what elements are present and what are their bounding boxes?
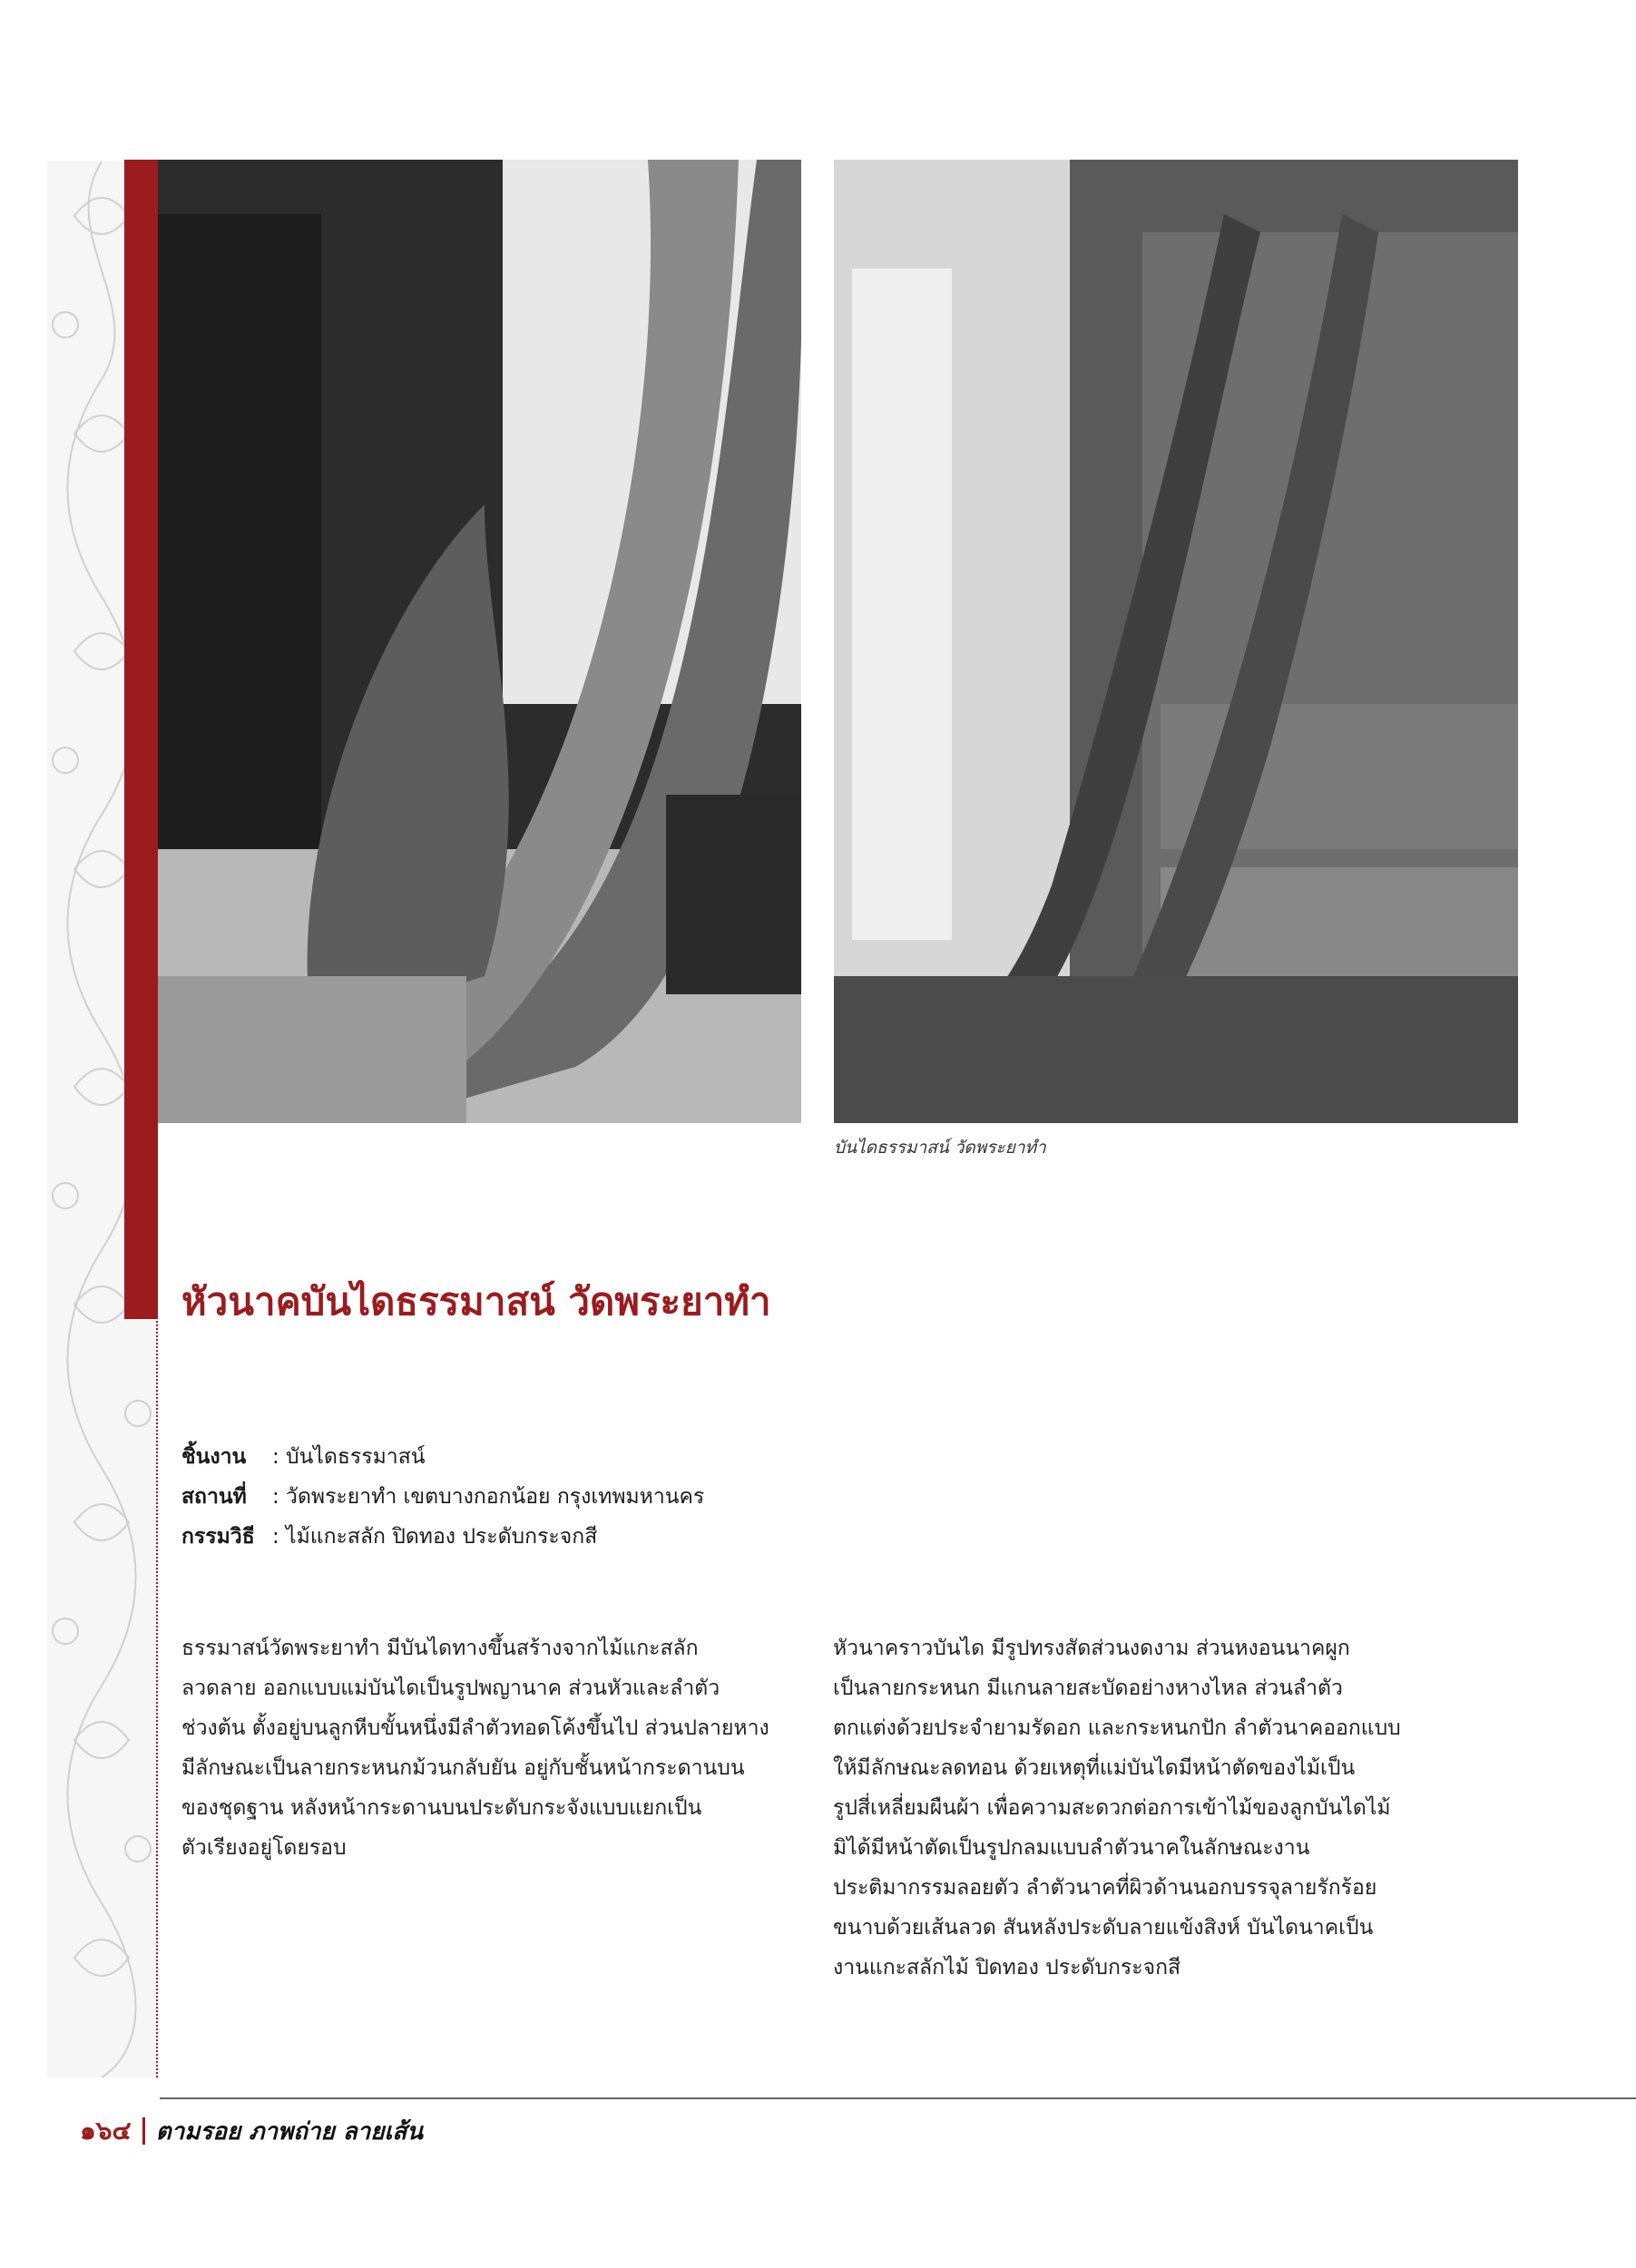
artifact-metadata <box>181 1437 704 1557</box>
meta-label-place: สถานที่ <box>181 1485 247 1509</box>
page-title: หัวนาคบันไดธรรมาสน์ วัดพระยาทำ <box>181 1279 771 1324</box>
footer-rule <box>160 2097 1636 2099</box>
body-line: ตกแต่งด้วยประจำยามรัดอก และกระหนกปัก ลำตัวนาคออกแบบ <box>833 1716 1401 1740</box>
body-line: งานแกะสลักไม้ ปิดทอง ประดับกระจกสี <box>833 1956 1181 1980</box>
body-line: ตัวเรียงอยู่โดยรอบ <box>181 1836 347 1860</box>
meta-row-method <box>181 1517 704 1557</box>
body-line: ของชุดฐาน หลังหน้ากระดานบนประดับกระจังแบบแยกเป็น <box>181 1796 702 1820</box>
body-column-right <box>833 1628 1459 1988</box>
book-title: ตามรอย ภาพถ่าย ลายเส้น <box>155 2117 424 2146</box>
body-line: ลวดลาย ออกแบบแม่บันไดเป็นรูปพญานาค ส่วนหัวและลำตัว <box>181 1677 720 1700</box>
body-line: มีลักษณะเป็นลายกระหนกม้วนกลับยัน อยู่กับชั้นหน้ากระดานบน <box>181 1756 745 1780</box>
naga-staircase-photo-icon <box>834 160 1518 1123</box>
meta-row-place <box>181 1477 704 1517</box>
body-line: รูปสี่เหลี่ยมผืนผ้า เพื่อความสะดวกต่อการเข้าไม้ของลูกบันไดไม้ <box>833 1796 1391 1820</box>
photo-naga-head <box>158 160 801 1123</box>
body-line: ให้มีลักษณะลดทอน ด้วยเหตุที่แม่บันไดมีหน้าตัดของไม้เป็น <box>833 1756 1356 1780</box>
body-line: ประติมากรรมลอยตัว ลำตัวนาคที่ผิวด้านนอกบรรจุลายรักร้อย <box>833 1876 1377 1900</box>
body-column-left <box>181 1628 808 1868</box>
body-line: ขนาบด้วยเส้นลวด สันหลังประดับลายแข้งสิงห์ บันไดนาคเป็น <box>833 1916 1374 1940</box>
meta-row-piece <box>181 1437 704 1477</box>
meta-label-method: กรรมวิธี <box>181 1525 255 1549</box>
naga-head-carving-photo-icon <box>158 160 801 1123</box>
body-line: ช่วงต้น ตั้งอยู่บนลูกหีบขั้นหนึ่งมีลำตัวทอดโค้งขึ้นไป ส่วนปลายหาง <box>181 1716 769 1740</box>
photo-caption: บันไดธรรมาสน์ วัดพระยาทำ <box>834 1138 1046 1158</box>
body-line: มิได้มีหน้าตัดเป็นรูปกลมแบบลำตัวนาคในลักษณะงาน <box>833 1836 1310 1860</box>
meta-label-piece: ชิ้นงาน <box>181 1445 247 1469</box>
footer-divider <box>142 2117 145 2145</box>
body-line: ธรรมาสน์วัดพระยาทำ มีบันไดทางขึ้นสร้างจากไม้แกะสลัก <box>181 1637 699 1660</box>
accent-bar <box>124 160 158 1319</box>
page-footer <box>80 2111 423 2151</box>
body-line: เป็นลายกระหนก มีแกนลายสะบัดอย่างหางไหล ส่วนลำตัว <box>833 1677 1343 1700</box>
page-number: ๑๖๔ <box>80 2116 132 2146</box>
photo-naga-staircase <box>834 160 1518 1123</box>
body-line: หัวนาคราวบันได มีรูปทรงสัดส่วนงดงาม ส่วนหงอนนาคผูก <box>833 1637 1350 1660</box>
meta-value-place: : วัดพระยาทำ เขตบางกอกน้อย กรุงเทพมหานคร <box>272 1485 705 1509</box>
dotted-rule <box>156 1306 158 2077</box>
meta-value-piece: : บันไดธรรมาสน์ <box>272 1445 426 1469</box>
meta-value-method: : ไม้แกะสลัก ปิดทอง ประดับกระจกสี <box>272 1525 598 1549</box>
